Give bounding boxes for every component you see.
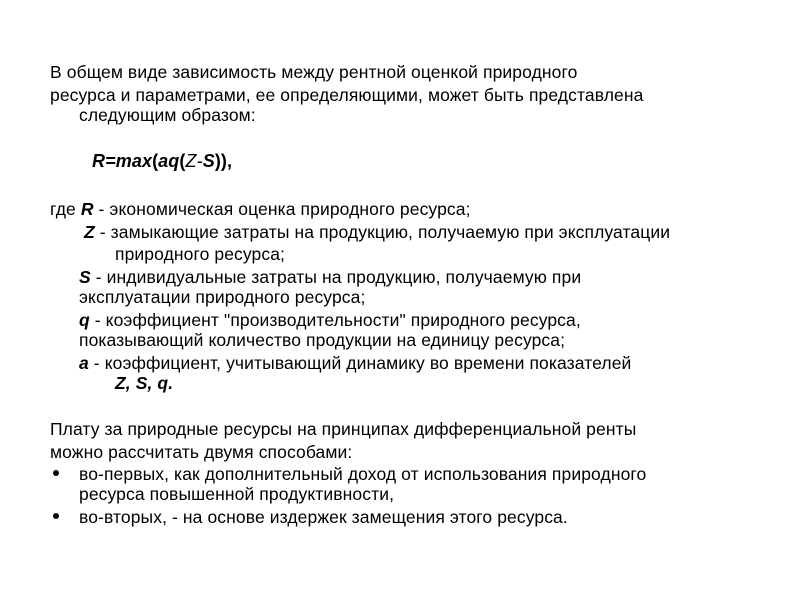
intro-line-1: В общем виде зависимость между рентной оценкой природного [50,62,578,82]
def-a-line-2: Z, S, q. [115,373,174,393]
formula-aq: aq [158,151,180,171]
def-q-symbol: q [79,310,90,330]
def-S-symbol: S [79,267,91,287]
def-q-line-1 [79,310,581,330]
intro-line-3: следующим образом: [79,105,256,125]
formula [92,151,232,171]
formula-max: max [115,151,153,171]
def-a-text-1: - коэффициент, учитывающий динамику во времени показателей [88,353,632,373]
formula-close: )) [214,151,228,171]
formula-open-1: ( [152,151,159,171]
def-R-symbol: R [80,199,94,219]
bullet-dot-1 [53,470,59,476]
bullet-1-line-2: ресурса повышенной продуктивности, [79,484,395,504]
formula-R: R [92,151,106,171]
def-Z-line-2: природного ресурса; [115,244,286,264]
bullet-2-line-1: во-вторых, - на основе издержек замещения этого ресурса. [79,507,568,527]
def-q-line-2: показывающий количество продукции на единицу ресурса; [79,330,566,350]
formula-comma: , [227,151,233,171]
def-R-text: - экономическая оценка природного ресурса; [93,199,471,219]
def-S-line-1 [79,267,581,287]
formula-eq: = [105,151,116,171]
def-S-line-2: эксплуатации природного ресурса; [79,287,366,307]
formula-open-2: ( [179,151,186,171]
formula-S: S [202,151,215,171]
def-q-text-1: - коэффициент "производительности" природного ресурса, [89,310,581,330]
def-a-line-1 [79,353,631,373]
def-Z-line-1 [84,222,670,242]
def-a-symbol: a [79,353,89,373]
def-where: где [50,199,81,219]
intro-line-2: ресурса и параметрами, ее определяющими, может быть представлена [50,85,644,105]
def-R [50,199,471,219]
formula-Z: Z [185,151,197,171]
payment-line-2: можно рассчитать двумя способами: [50,442,353,462]
bullet-dot-2 [53,513,59,519]
def-Z-text-1: - замыкающие затраты на продукцию, получаемую при эксплуатации [94,222,671,242]
formula-minus: - [196,151,203,171]
def-Z-symbol: Z [84,222,95,242]
payment-line-1: Плату за природные ресурсы на принципах дифференциальной ренты [50,419,637,439]
def-S-text-1: - индивидуальные затраты на продукцию, получаемую при [90,267,582,287]
bullet-1-line-1: во-первых, как дополнительный доход от использования природного [79,464,647,484]
